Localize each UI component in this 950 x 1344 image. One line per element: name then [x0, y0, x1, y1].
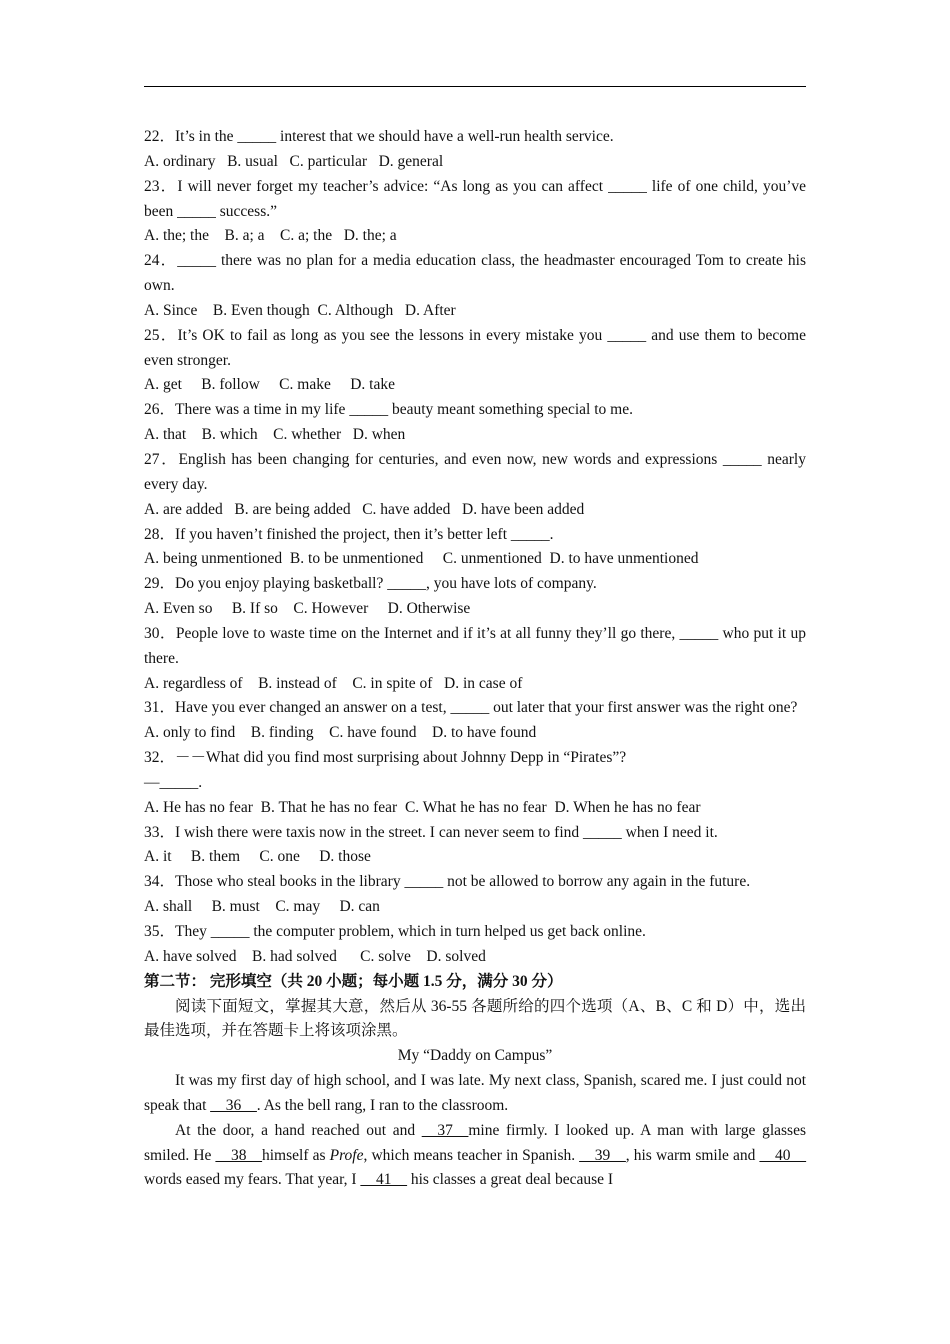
passage-title: My “Daddy on Campus” [397, 1047, 553, 1065]
question-options: A. ordinary B. usual C. particular D. general [144, 152, 444, 170]
question-stem: 29．Do you enjoy playing basketball? _____, you have lots of company. [144, 575, 597, 593]
blank-38: __38__ [215, 1146, 262, 1164]
question-options: A. get B. follow C. make D. take [144, 376, 395, 394]
passage-paragraph-1 [144, 1069, 806, 1119]
passage-text: his classes a great deal because I [406, 1171, 614, 1189]
dialogue-reply: —_____. [144, 773, 203, 791]
question-options: A. only to find B. finding C. have found D. to have found [144, 724, 537, 742]
question-35 [144, 920, 806, 970]
passage-text: , his warm smile and [625, 1146, 760, 1164]
question-34 [144, 870, 806, 920]
question-28 [144, 523, 806, 573]
section-heading: 第二节： 完形填空（共 20 小题；每小题 1.5 分，满分 30 分） [144, 972, 563, 990]
question-options: A. are added B. are being added C. have added D. have been added [144, 500, 585, 518]
question-stem: 35．They _____ the computer problem, which in turn helped us get back online. [144, 923, 646, 940]
question-options: A. it B. them C. one D. those [144, 848, 371, 866]
question-stem: 31．Have you ever changed an answer on a test, _____ out later that your first answer was the right one? [144, 699, 798, 717]
question-26 [144, 398, 806, 448]
passage-text: . As the bell rang, I ran to the classroom. [256, 1096, 509, 1114]
question-options: A. that B. which C. whether D. when [144, 426, 406, 444]
passage-text: words eased my fears. That year, I [144, 1171, 361, 1189]
question-30 [144, 622, 806, 697]
passage-text: mine firmly. I looked up. A man with large glasses smiled. He [144, 1121, 806, 1164]
blank-39: __39__ [579, 1146, 626, 1164]
profe-term: Profe [329, 1146, 364, 1164]
blank-37: __37__ [421, 1121, 469, 1139]
passage-text: , which means teacher in Spanish. [363, 1146, 580, 1164]
question-options: A. Since B. Even though C. Although D. After [144, 301, 456, 319]
question-stem: 28．If you haven’t finished the project, then it’s better left _____. [144, 525, 554, 543]
question-options: A. the; the B. a; a C. a; the D. the; a [144, 227, 397, 245]
passage-text: himself as [262, 1146, 330, 1164]
question-33 [144, 821, 806, 871]
question-31 [144, 696, 806, 746]
question-options: A. He has no fear B. That he has no fear C. What he has no fear D. When he has no fear [144, 798, 701, 816]
question-stem: 27．English has been changing for centuries, and even now, new words and expressions _____ nearly every day. [144, 450, 806, 493]
question-23 [144, 175, 806, 250]
header-rule [144, 86, 806, 87]
question-stem: 24．_____ there was no plan for a media education class, the headmaster encouraged Tom to create his own. [144, 252, 806, 295]
question-25 [144, 324, 806, 399]
question-32 [144, 746, 806, 821]
question-stem: 22．It’s in the _____ interest that we should have a well-run health service. [144, 128, 614, 145]
question-stem: 26．There was a time in my life _____ beauty meant something special to me. [144, 401, 633, 419]
exam-content [144, 125, 806, 1193]
question-29 [144, 572, 806, 622]
question-options: A. being unmentioned B. to be unmentioned C. unmentioned D. to have unmentioned [144, 550, 699, 568]
blank-36: __36__ [210, 1096, 257, 1114]
question-stem: 32．－－What did you find most surprising about Johnny Depp in “Pirates”? [144, 749, 627, 767]
section-instruction: 阅读下面短文，掌握其大意，然后从 36-55 各题所给的四个选项（A、B、C 和 D）中，选出最佳选项，并在答题卡上将该项涂黑。 [144, 997, 806, 1040]
passage-text: It was my first day of high school, and I was late. My next class, Spanish, scared me. I just could not speak that [144, 1072, 806, 1114]
question-stem: 30．People love to waste time on the Internet and if it’s at all funny they’ll go there, _____ who put it up there. [144, 624, 806, 667]
question-stem: 23．I will never forget my teacher’s advice: “As long as you can affect _____ life of one child, you’ve been _____ success.” [144, 177, 806, 220]
question-list [144, 125, 806, 970]
question-27 [144, 448, 806, 523]
question-24 [144, 249, 806, 324]
blank-40: __40__ [759, 1146, 807, 1164]
passage-text: At the door, a hand reached out and [175, 1121, 422, 1139]
question-options: A. regardless of B. instead of C. in spite of D. in case of [144, 674, 523, 692]
passage-paragraph-2 [144, 1119, 806, 1194]
question-options: A. Even so B. If so C. However D. Otherwise [144, 600, 471, 618]
question-options: A. shall B. must C. may D. can [144, 898, 380, 916]
question-options: A. have solved B. had solved C. solve D. solved [144, 947, 486, 965]
question-22 [144, 125, 806, 175]
question-stem: 34．Those who steal books in the library _____ not be allowed to borrow any again in the future. [144, 873, 751, 891]
blank-41: __41__ [360, 1171, 407, 1189]
question-stem: 25．It’s OK to fail as long as you see the lessons in every mistake you _____ and use them to become even stronger. [144, 326, 806, 369]
question-stem: 33．I wish there were taxis now in the street. I can never seem to find _____ when I need it. [144, 823, 718, 841]
